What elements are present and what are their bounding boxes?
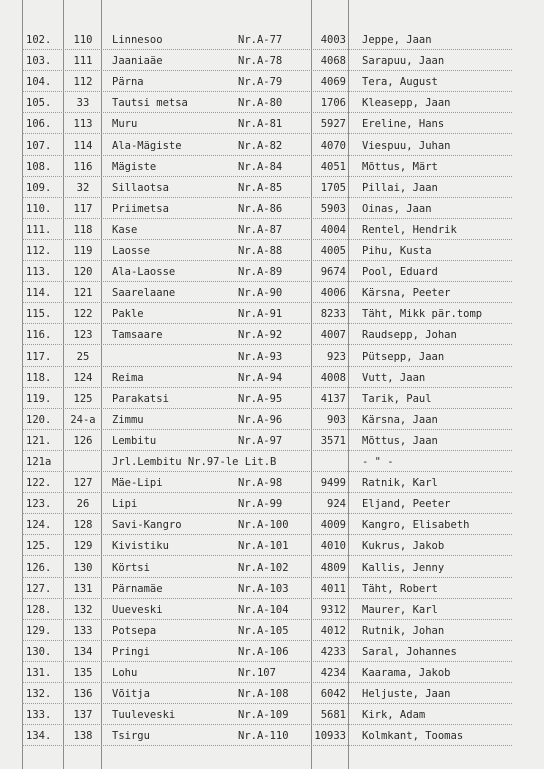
- owner-name: Täht, Mikk pär.tomp: [362, 308, 483, 321]
- area-value: 5681: [320, 709, 346, 722]
- area-value: 4068: [320, 55, 346, 68]
- old-number: 33: [76, 97, 90, 110]
- old-number: 130: [73, 561, 93, 574]
- register-code: Nr.A-88: [238, 245, 283, 257]
- row-number: 112.: [26, 245, 52, 257]
- old-number: 131: [73, 582, 93, 595]
- area-value: 4003: [320, 34, 346, 46]
- owner-name: Kukrus, Jakob: [362, 540, 445, 553]
- register-code: Nr.A-106: [238, 645, 289, 658]
- farm-name: Lembitu: [112, 434, 157, 447]
- old-number: 136: [73, 688, 93, 701]
- owner-name: Ereline, Hans: [362, 118, 445, 131]
- farm-name: Pakle: [112, 308, 144, 321]
- area-value: 4008: [320, 371, 346, 384]
- area-value: 4012: [320, 624, 346, 637]
- owner-name: Kangro, Elisabeth: [362, 519, 470, 532]
- row-number: 116.: [26, 329, 52, 342]
- farm-name: Linnesoo: [112, 34, 163, 46]
- row-number: 130.: [26, 645, 52, 658]
- area-value: 923: [327, 350, 346, 363]
- old-number: 120: [73, 266, 93, 279]
- area-value: 4007: [320, 329, 346, 342]
- old-number: 127: [73, 477, 93, 490]
- farm-name: Zimmu: [112, 413, 144, 426]
- row-number: 124.: [26, 519, 52, 532]
- register-code: Nr.A-80: [238, 97, 283, 110]
- farm-name: Saarelaane: [112, 287, 176, 300]
- old-number: 138: [73, 730, 93, 743]
- farm-name: Priimetsa: [112, 202, 169, 215]
- area-value: 4234: [320, 667, 346, 679]
- farm-name: Reima: [112, 371, 144, 384]
- farm-name: Mäe-Lipi: [112, 477, 163, 490]
- farm-name: Potsepa: [112, 624, 157, 637]
- area-value: 5927: [320, 118, 346, 131]
- owner-name: Saral, Johannes: [362, 645, 457, 658]
- register-code: Nr.A-82: [238, 139, 283, 152]
- old-number: 133: [73, 624, 93, 637]
- row-number: 133.: [26, 709, 52, 722]
- register-code: Nr.A-89: [238, 266, 283, 279]
- farm-name: Laosse: [112, 245, 150, 257]
- old-number: 137: [73, 709, 93, 722]
- area-value: 4005: [320, 245, 346, 257]
- old-number: 122: [73, 308, 93, 321]
- register-code: Nr.A-87: [238, 223, 283, 236]
- old-number: 123: [73, 329, 93, 342]
- owner-name: Pillai, Jaan: [362, 181, 438, 194]
- owner-name: Kallis, Jenny: [362, 561, 445, 574]
- register-code: Nr.A-86: [238, 202, 283, 215]
- register-code: Nr.A-85: [238, 181, 283, 194]
- area-value: 4006: [320, 287, 346, 300]
- old-number: 26: [76, 498, 90, 511]
- row-number: 111.: [26, 223, 52, 236]
- register-code: Nr.A-104: [238, 603, 289, 616]
- owner-name: Kaarama, Jakob: [362, 667, 451, 679]
- farm-name: Savi-Kangro: [112, 519, 182, 532]
- old-number: 121: [73, 287, 93, 300]
- register-code: Nr.A-108: [238, 688, 289, 701]
- farm-name: Pärnamäe: [112, 582, 163, 595]
- area-value: 4809: [320, 561, 346, 574]
- farm-name: Uueveski: [112, 603, 163, 616]
- table-row: [0, 722, 544, 748]
- row-number: 118.: [26, 371, 52, 384]
- area-value: 4004: [320, 223, 346, 236]
- row-number: 125.: [26, 540, 52, 553]
- farm-name: Kase: [112, 223, 138, 236]
- register-code: Nr.A-101: [238, 540, 289, 553]
- row-number: 109.: [26, 181, 52, 194]
- farm-name: Jrl.Lembitu Nr.97-le Lit.B: [112, 456, 277, 468]
- farm-name: Tsirgu: [112, 730, 150, 743]
- owner-name: Pütsepp, Jaan: [362, 350, 445, 363]
- area-value: 924: [327, 498, 346, 511]
- row-number: 123.: [26, 498, 52, 511]
- register-code: Nr.A-96: [238, 413, 283, 426]
- row-number: 121a: [26, 456, 52, 468]
- farm-name: Jaaniaäe: [112, 55, 163, 68]
- owner-name: Oinas, Jaan: [362, 202, 432, 215]
- row-number: 114.: [26, 287, 52, 300]
- area-value: 9312: [320, 603, 346, 616]
- register-code: Nr.A-93: [238, 350, 283, 363]
- farm-name: Mägiste: [112, 160, 157, 173]
- row-number: 121.: [26, 434, 52, 447]
- farm-name: Parakatsi: [112, 392, 169, 405]
- row-number: 127.: [26, 582, 52, 595]
- owner-name: Rentel, Hendrik: [362, 223, 457, 236]
- farm-name: Muru: [112, 118, 138, 131]
- old-number: 113: [73, 118, 93, 131]
- owner-name: Kärsna, Peeter: [362, 287, 451, 300]
- row-number: 134.: [26, 730, 52, 743]
- farm-name: Võitja: [112, 688, 150, 701]
- register-code: Nr.A-103: [238, 582, 289, 595]
- register-code: Nr.A-94: [238, 371, 283, 384]
- old-number: 111: [73, 55, 93, 68]
- old-number: 117: [73, 202, 93, 215]
- old-number: 132: [73, 603, 93, 616]
- row-number: 108.: [26, 160, 52, 173]
- register-code: Nr.A-81: [238, 118, 283, 131]
- farm-name: Körtsi: [112, 561, 150, 574]
- row-number: 120.: [26, 413, 52, 426]
- farm-name: Pringi: [112, 645, 150, 658]
- owner-name: Kärsna, Jaan: [362, 413, 438, 426]
- register-code: Nr.A-110: [238, 730, 289, 743]
- owner-name: Viespuu, Juhan: [362, 139, 451, 152]
- register-code: Nr.A-99: [238, 498, 283, 511]
- row-number: 113.: [26, 266, 52, 279]
- old-number: 126: [73, 434, 93, 447]
- row-number: 102.: [26, 34, 52, 46]
- old-number: 112: [73, 76, 93, 89]
- register-code: Nr.A-102: [238, 561, 289, 574]
- register-code: Nr.A-84: [238, 160, 283, 173]
- register-code: Nr.A-98: [238, 477, 283, 490]
- owner-name: Tera, August: [362, 76, 438, 89]
- owner-name: Heljuste, Jaan: [362, 688, 451, 701]
- area-value: 4051: [320, 160, 346, 173]
- row-number: 117.: [26, 350, 52, 363]
- old-number: 124: [73, 371, 93, 384]
- area-value: 4137: [320, 392, 346, 405]
- area-value: 9499: [320, 477, 346, 490]
- area-value: 3571: [320, 434, 346, 447]
- register-code: Nr.A-91: [238, 308, 283, 321]
- owner-name: Mõttus, Jaan: [362, 434, 438, 447]
- owner-name: Eljand, Peeter: [362, 498, 451, 511]
- farm-name: Tamsaare: [112, 329, 163, 342]
- area-value: 4233: [320, 645, 346, 658]
- farm-name: Sillaotsa: [112, 181, 169, 194]
- area-value: 5903: [320, 202, 346, 215]
- farm-name: Tautsi metsa: [112, 97, 188, 110]
- owner-name: Kleasepp, Jaan: [362, 97, 451, 110]
- owner-name: Pool, Eduard: [362, 266, 438, 279]
- owner-name: Tarik, Paul: [362, 392, 432, 405]
- row-number: 128.: [26, 603, 52, 616]
- owner-name: Kirk, Adam: [362, 709, 426, 722]
- old-number: 128: [73, 519, 93, 532]
- register-code: Nr.A-92: [238, 329, 283, 342]
- owner-name: Täht, Robert: [362, 582, 438, 595]
- owner-name: - " -: [362, 456, 394, 468]
- old-number: 119: [73, 245, 93, 257]
- register-code: Nr.107: [238, 667, 276, 679]
- row-number: 119.: [26, 392, 52, 405]
- row-underline: [22, 745, 512, 746]
- farm-name: Lohu: [112, 667, 138, 679]
- register-code: Nr.A-97: [238, 434, 283, 447]
- area-value: 4070: [320, 139, 346, 152]
- area-value: 4009: [320, 519, 346, 532]
- old-number: 118: [73, 223, 93, 236]
- farm-name: Tuuleveski: [112, 709, 176, 722]
- area-value: 6042: [320, 688, 346, 701]
- register-code: Nr.A-100: [238, 519, 289, 532]
- farm-name: Ala-Mägiste: [112, 139, 182, 152]
- old-number: 114: [73, 139, 93, 152]
- register-code: Nr.A-79: [238, 76, 283, 89]
- register-code: Nr.A-77: [238, 34, 283, 46]
- farm-name: Kivistiku: [112, 540, 169, 553]
- area-value: 4011: [320, 582, 346, 595]
- row-number: 131.: [26, 667, 52, 679]
- owner-name: Maurer, Karl: [362, 603, 438, 616]
- row-number: 132.: [26, 688, 52, 701]
- farm-name: Pärna: [112, 76, 144, 89]
- old-number: 24-a: [70, 413, 96, 426]
- row-number: 103.: [26, 55, 52, 68]
- register-code: Nr.A-95: [238, 392, 283, 405]
- area-value: 4069: [320, 76, 346, 89]
- area-value: 8233: [320, 308, 346, 321]
- old-number: 129: [73, 540, 93, 553]
- area-value: 9674: [320, 266, 346, 279]
- area-value: 1706: [320, 97, 346, 110]
- farm-name: Lipi: [112, 498, 138, 511]
- register-code: Nr.A-105: [238, 624, 289, 637]
- area-value: 903: [327, 413, 346, 426]
- old-number: 110: [73, 34, 93, 46]
- register-code: Nr.A-90: [238, 287, 283, 300]
- row-number: 105.: [26, 97, 52, 110]
- row-number: 115.: [26, 308, 52, 321]
- old-number: 32: [76, 181, 90, 194]
- register-code: Nr.A-78: [238, 55, 283, 68]
- row-number: 104.: [26, 76, 52, 89]
- row-number: 129.: [26, 624, 52, 637]
- owner-name: Rutnik, Johan: [362, 624, 445, 637]
- row-number: 110.: [26, 202, 52, 215]
- row-number: 126.: [26, 561, 52, 574]
- area-value: 4010: [320, 540, 346, 553]
- row-number: 107.: [26, 139, 52, 152]
- owner-name: Vutt, Jaan: [362, 371, 426, 384]
- old-number: 116: [73, 160, 93, 173]
- old-number: 25: [76, 350, 90, 363]
- old-number: 135: [73, 667, 93, 679]
- row-number: 106.: [26, 118, 52, 131]
- owner-name: Ratnik, Karl: [362, 477, 438, 490]
- register-code: Nr.A-109: [238, 709, 289, 722]
- area-value: 10933: [314, 730, 346, 743]
- row-number: 122.: [26, 477, 52, 490]
- old-number: 134: [73, 645, 93, 658]
- owner-name: Sarapuu, Jaan: [362, 55, 445, 68]
- owner-name: Pihu, Kusta: [362, 245, 432, 257]
- owner-name: Raudsepp, Johan: [362, 329, 457, 342]
- owner-name: Kolmkant, Toomas: [362, 730, 464, 743]
- owner-name: Jeppe, Jaan: [362, 34, 432, 46]
- farm-name: Ala-Laosse: [112, 266, 176, 279]
- area-value: 1705: [320, 181, 346, 194]
- owner-name: Mõttus, Märt: [362, 160, 438, 173]
- old-number: 125: [73, 392, 93, 405]
